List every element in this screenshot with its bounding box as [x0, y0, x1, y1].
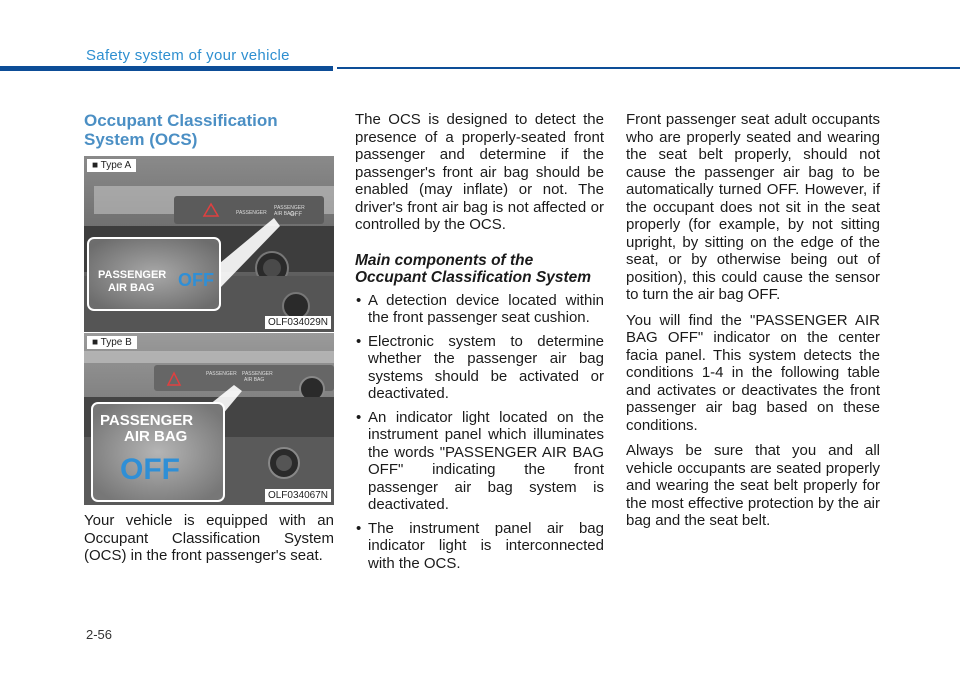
column-2	[355, 111, 604, 578]
svg-text:PASSENGER: PASSENGER	[274, 205, 305, 211]
list-item: • A detection device located within the front passenger seat cushion.	[355, 292, 604, 327]
col2-subheading: Main components of the Occupant Classification System	[355, 251, 592, 286]
figure-type-a	[84, 156, 334, 332]
section-title: Occupant Classification System (OCS)	[84, 111, 278, 149]
figure-type-a-code: OLF034029N	[265, 316, 331, 329]
indicator-b-line2: AIR BAG	[124, 428, 188, 445]
page-number: 2-56	[86, 627, 113, 642]
list-item: • An indicator light located on the instrument panel which illuminates the words "PASSENGER AIR BAG OFF" indicating the front passenger air bag system is deactivated.	[355, 409, 604, 514]
col2-paragraph: The OCS is designed to detect the presence of a properly-seated front passenger and determine if the passenger's front air bag should be enabled (may inflate) or not. The driver's front air bag is not affected or controlled by the OCS.	[355, 111, 604, 233]
col1-intro: Your vehicle is equipped with an Occupant Classification System (OCS) in the front passenger's seat.	[84, 512, 334, 564]
figure-type-a-illustration	[84, 156, 334, 332]
figure-type-a-label: ■ Type A	[87, 159, 136, 172]
svg-text:PASSENGER: PASSENGER	[242, 371, 273, 377]
figure-type-b-illustration	[84, 333, 334, 505]
page-header	[0, 44, 960, 74]
list-item: • The instrument panel air bag indicator light is interconnected with the OCS.	[355, 520, 604, 573]
header-title: Safety system of your vehicle	[86, 47, 290, 64]
col3-paragraph-1: Front passenger seat adult occupants who are properly seated and wearing the seat belt properly, should not cause the passenger air bag to be automatically turned OFF. However, if the occupant does not sit in the seat properly (for example, by not sitting upright, by sitting on the edge of the seat, or by otherwise being out of position), this could cause the sensor to turn the air bag OFF.	[626, 111, 880, 303]
col3-paragraph-2: You will find the "PASSENGER AIR BAG OFF" indicator on the center facia panel. This system detects the conditions 1-4 in the following table and activates or deactivates the front passenger air bag based on these conditions.	[626, 311, 880, 434]
figure-type-b-code: OLF034067N	[265, 489, 331, 502]
figure-type-b	[84, 333, 334, 505]
indicator-b-line1: PASSENGER	[100, 412, 194, 429]
indicator-a-line2: AIR BAG	[108, 282, 155, 294]
list-item: • Electronic system to determine whether the passenger air bag systems should be activated or deactivated.	[355, 333, 604, 403]
indicator-b-off: OFF	[120, 453, 180, 486]
column-3	[626, 111, 880, 538]
col3-paragraph-3: Always be sure that you and all vehicle occupants are seated properly and wearing the seat belt properly for the most effective protection by the air bag and the seat belt.	[626, 442, 880, 529]
svg-text:OFF: OFF	[290, 212, 302, 218]
svg-text:AIR BAG: AIR BAG	[244, 377, 265, 383]
components-list	[355, 292, 604, 573]
indicator-a-line1: PASSENGER	[98, 269, 167, 281]
header-bar-right	[337, 67, 960, 69]
svg-text:PASSENGER: PASSENGER	[206, 371, 237, 377]
header-bar-left	[0, 66, 333, 71]
svg-text:PASSENGER: PASSENGER	[236, 210, 267, 216]
svg-text:AIR BAG: AIR BAG	[274, 211, 295, 217]
figure-type-b-label: ■ Type B	[87, 336, 137, 349]
indicator-a-off: OFF	[178, 270, 214, 290]
